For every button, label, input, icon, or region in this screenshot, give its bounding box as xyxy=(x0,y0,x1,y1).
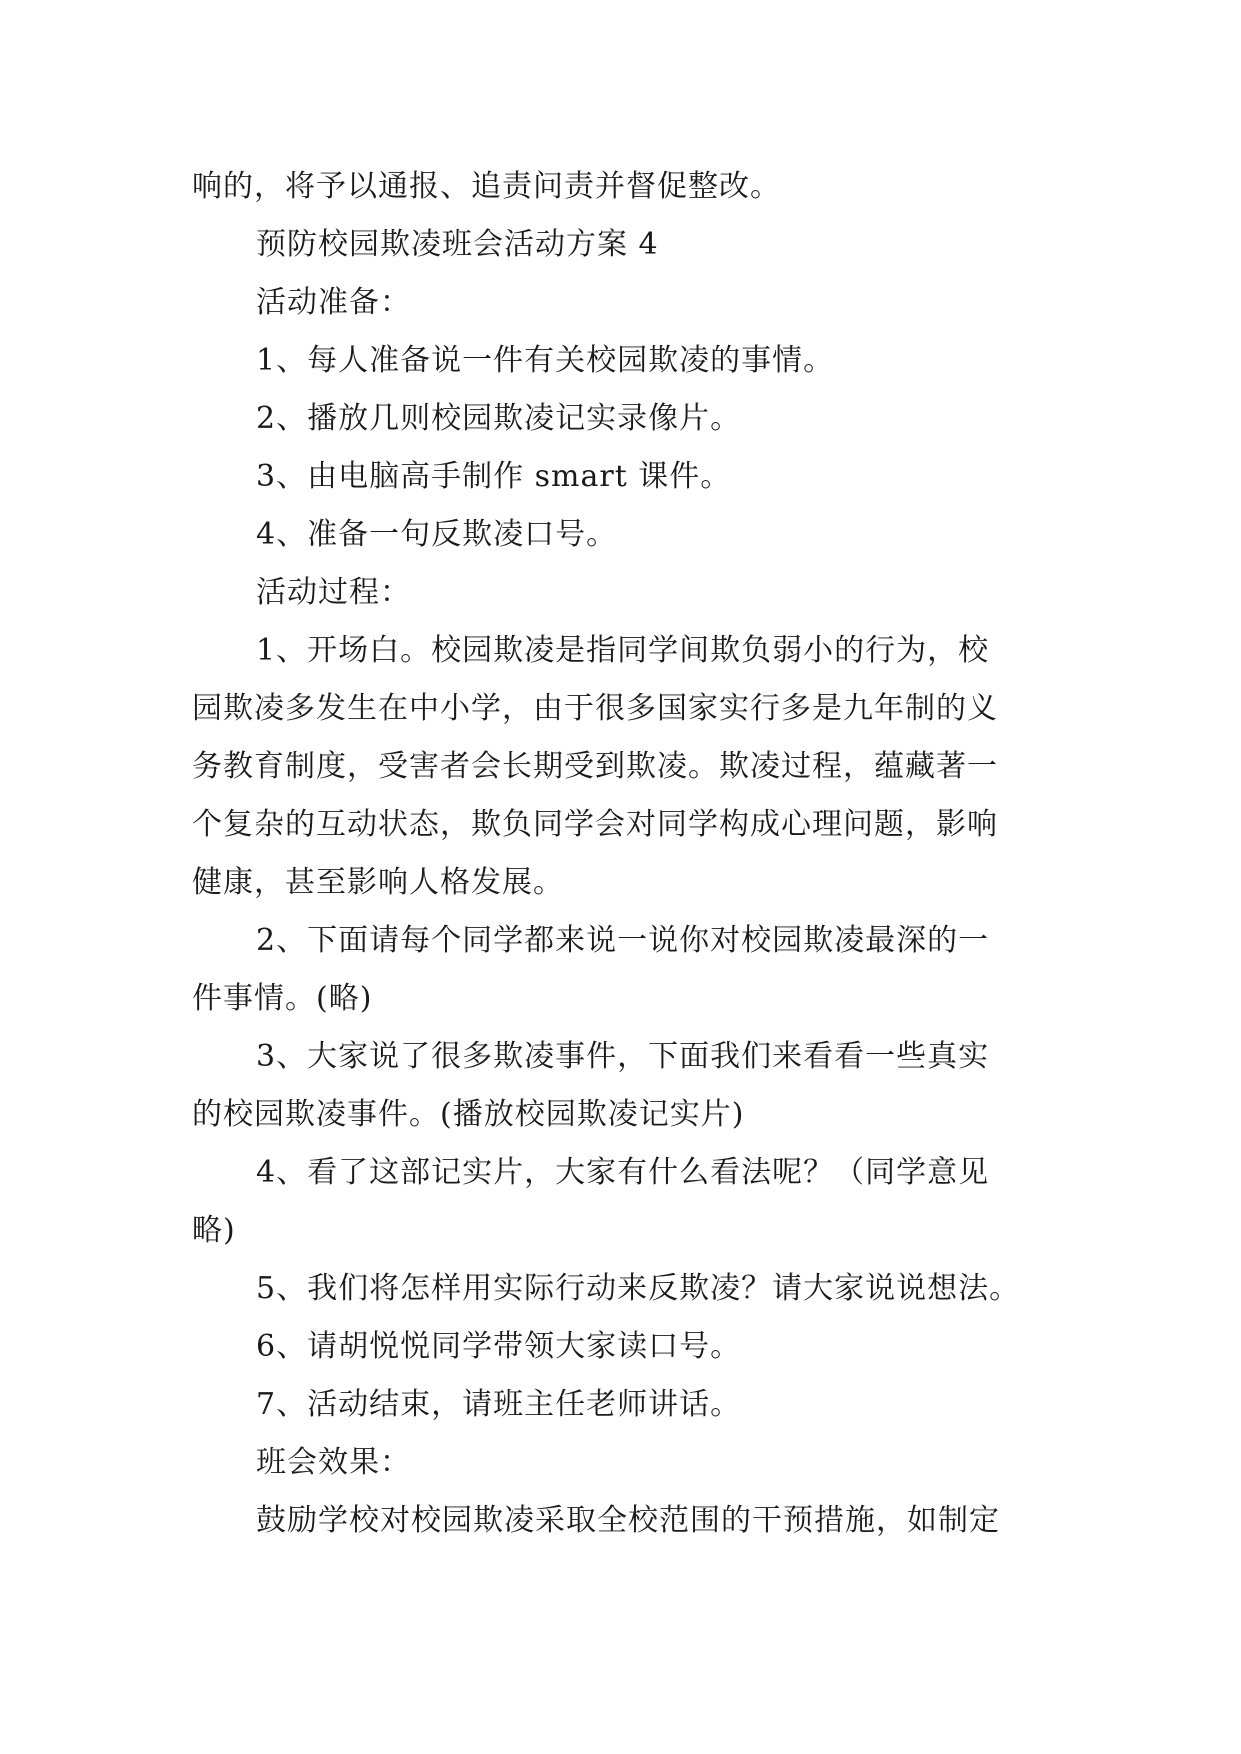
text-line: 2、下面请每个同学都来说一说你对校园欺凌最深的一 xyxy=(256,923,990,958)
text-line: 健康，甚至影响人格发展。 xyxy=(192,865,564,900)
text-line: 响的，将予以通报、追责问责并督促整改。 xyxy=(192,169,781,204)
text-line: 1、开场白。校园欺凌是指同学间欺负弱小的行为，校 xyxy=(256,633,990,668)
text-line: 4、看了这部记实片，大家有什么看法呢？（同学意见 xyxy=(256,1155,990,1190)
text-line: 鼓励学校对校园欺凌采取全校范围的干预措施，如制定 xyxy=(256,1503,1000,1538)
text-line: 1、每人准备说一件有关校园欺凌的事情。 xyxy=(256,343,835,378)
text-line: 7、活动结束，请班主任老师讲话。 xyxy=(256,1387,742,1422)
text-line: 2、播放几则校园欺凌记实录像片。 xyxy=(256,401,742,436)
subheading-effect: 班会效果： xyxy=(256,1445,411,1480)
text-line: 略) xyxy=(192,1213,236,1248)
text-line: 6、请胡悦悦同学带领大家读口号。 xyxy=(256,1329,742,1364)
text-line: 个复杂的互动状态，欺负同学会对同学构成心理问题，影响 xyxy=(192,807,998,842)
text-line: 3、大家说了很多欺凌事件，下面我们来看看一些真实 xyxy=(256,1039,990,1074)
text-line: 园欺凌多发生在中小学，由于很多国家实行多是九年制的义 xyxy=(192,691,998,726)
subheading-preparation: 活动准备： xyxy=(256,285,411,320)
text-line: 件事情。(略) xyxy=(192,981,373,1016)
text-line: 3、由电脑高手制作 smart 课件。 xyxy=(256,459,732,494)
document-body xyxy=(192,158,1052,1550)
section-heading: 预防校园欺凌班会活动方案 4 xyxy=(256,227,659,262)
text-line: 4、准备一句反欺凌口号。 xyxy=(256,517,618,552)
text-line: 的校园欺凌事件。(播放校园欺凌记实片) xyxy=(192,1097,745,1132)
subheading-process: 活动过程： xyxy=(256,575,411,610)
text-line: 5、我们将怎样用实际行动来反欺凌？请大家说说想法。 xyxy=(256,1271,1021,1306)
text-line: 务教育制度，受害者会长期受到欺凌。欺凌过程，蕴藏著一 xyxy=(192,749,998,784)
